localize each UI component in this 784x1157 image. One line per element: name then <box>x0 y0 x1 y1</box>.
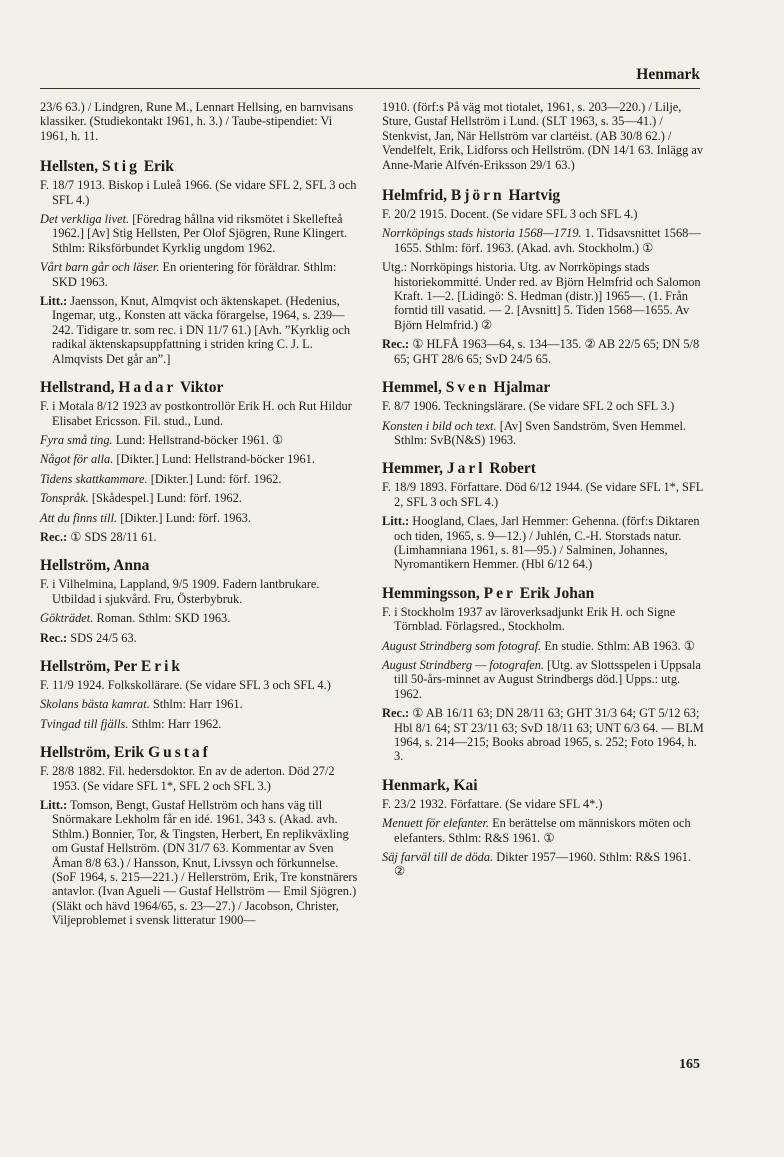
entry-paragraph <box>40 399 362 428</box>
paragraph-text: Dikter 1957—1960. Sthlm: R&S 1961. ② <box>394 850 692 879</box>
work-title: Vårt barn går och läser. <box>40 260 160 275</box>
running-head: Henmark <box>636 66 700 83</box>
section-label: Litt.: <box>40 798 68 812</box>
continuation-text: 23/6 63.) / Lindgren, Rune M., Lennart Hellsing, en barnvisans klassiker. (Studiekontakt 1961, h. 3.) / Taube-stipendiet: Vi 1961, h. 11. <box>40 100 354 143</box>
work-title: Konsten i bild och text. <box>382 418 497 433</box>
entry-paragraph <box>382 337 704 366</box>
entry-paragraph <box>382 850 704 879</box>
work-title: Tidens skattkammare. <box>40 471 148 486</box>
paragraph-text: [Föredrag hållna vid riksmötet i Skellefteå 1962.] [Av] Stig Hellsten, Per Olof Sjögren, Rune Klingert. Sthlm: Riksförbundet Kyrklig ungdom 1962. <box>52 212 348 255</box>
paragraph-text: F. i Stockholm 1937 av läroverksadjunkt Erik H. och Signe Törnblad. Förlagsred., Stockholm. <box>382 604 676 634</box>
entry-paragraph <box>40 472 362 486</box>
entry <box>382 378 704 447</box>
entry-paragraph <box>382 658 704 701</box>
left-column <box>40 100 362 940</box>
entry-name-spaced: Erik <box>140 657 184 675</box>
entry-name-spaced: Gustaf <box>148 744 211 762</box>
work-title: Skolans bästa kamrat. <box>40 697 150 712</box>
paragraph-text: F. 28/8 1882. Fil. hedersdoktor. En av de aderton. Död 27/2 1953. (Se vidare SFL 1*, SFL 2 och SFL 3.) <box>40 764 335 793</box>
paragraph-text: [Av] Sven Sandström, Sven Hemmel. Sthlm: SvB(N&S) 1963. <box>394 418 687 447</box>
entry-name: Hellström, Per <box>40 657 141 675</box>
paragraph-text: 1. Tidsavsnittet 1568—1655. Sthlm: förf. 1963. (Akad. avh. Stockholm.) ① <box>394 226 701 255</box>
entry-name: Hemmingsson, <box>382 584 484 602</box>
entry-heading <box>382 584 704 603</box>
paragraph-text: F. 18/7 1913. Biskop i Luleå 1966. (Se vidare SFL 2, SFL 3 och SFL 4.) <box>40 178 357 207</box>
paragraph-text: Lund: Hellstrand-böcker 1961. ① <box>112 432 284 447</box>
entry-name-rest: Erik Johan <box>515 584 595 602</box>
section-label: Rec.: <box>382 337 410 352</box>
entry <box>40 743 362 927</box>
paragraph-text: Tomson, Bengt, Gustaf Hellström och hans väg till Snörmakare Lekholm får en idé. 1961. 343 s. (Akad. avh. Sthlm.) Bonnier, Tor, & Tingsten, Herbert, En replikväxling om Gustaf Hellström. (DN 31/7 63. Kommentar av Sven Åman 8/8 63.) / Hansson, Knut, Livssyn och förkunnelse. (SoF 1964, s. 215—221.) / Hellerström, Erik, Tre konstnärers antavlor. (Ivan Agueli — Gustaf Hellström — Emil Sjögren.) (Släkt och hävd 1964/65, s. 23—27.) / Jacobson, Christer, Viljeproblemet i svensk litteratur 1900— <box>52 798 358 928</box>
work-title: Något för alla. <box>40 452 114 467</box>
paragraph-text: ① SDS 28/11 61. <box>67 529 157 544</box>
entry-heading <box>382 459 704 478</box>
paragraph-text: Sthlm: Harr 1962. <box>128 716 222 731</box>
entry-name-spaced: Hadar <box>118 379 177 397</box>
paragraph-text: F. 11/9 1924. Folkskollärare. (Se vidare SFL 3 och SFL 4.) <box>40 677 331 692</box>
entry-paragraph <box>40 697 362 711</box>
work-title: Säj farväl till de döda. <box>382 850 494 865</box>
paragraph-text: En berättelse om människors möten och elefanters. Sthlm: R&S 1961. ① <box>394 816 691 845</box>
work-title: Norrköpings stads historia 1568—1719. <box>382 226 582 241</box>
entry-name-spaced: Björn <box>450 187 505 205</box>
entry-paragraph <box>382 605 704 634</box>
entry <box>382 776 704 879</box>
header-rule <box>40 88 700 89</box>
entry-paragraph <box>382 260 704 332</box>
paragraph-text: F. i Vilhelmina, Lappland, 9/5 1909. Fadern lantbrukare. Utbildad i sjukvård. Fru, Österbybruk. <box>40 577 320 606</box>
entry-paragraph <box>382 226 704 255</box>
entry-name-rest: Viktor <box>176 379 224 397</box>
paragraph-text: SDS 24/5 63. <box>67 630 137 645</box>
work-title: Att du finns till. <box>40 510 118 525</box>
entry-heading <box>382 378 704 397</box>
entry-name-spaced: Jarl <box>446 460 486 478</box>
entry-paragraph <box>40 511 362 525</box>
entry <box>40 657 362 731</box>
work-title: Gökträdet. <box>40 611 94 626</box>
entry-paragraph <box>40 798 362 928</box>
right-column <box>382 100 704 891</box>
entry-paragraph <box>40 260 362 289</box>
entry-paragraph <box>382 514 704 572</box>
section-label: Rec.: <box>382 706 410 721</box>
entry-name: Hellstrand, <box>40 379 119 397</box>
entry-heading <box>40 743 362 762</box>
page-header <box>0 0 784 92</box>
entry-heading <box>40 378 362 397</box>
page-number: 165 <box>679 1057 700 1072</box>
entry-heading <box>40 556 362 575</box>
entry-heading <box>40 657 362 676</box>
entry-name: Henmark, Kai <box>382 776 478 794</box>
paragraph-text: [Dikter.] Lund: förf. 1962. <box>147 471 282 486</box>
entry-paragraph <box>40 717 362 731</box>
entry-paragraph <box>40 212 362 255</box>
paragraph-text: [Utg. av Slottsspelen i Uppsala till 50-års-minnet av August Strindbergs död.] Upps.: utg. 1962. <box>394 657 701 701</box>
entry-paragraph <box>40 433 362 447</box>
entry-name-spaced: Sven <box>445 379 490 397</box>
entry-paragraph <box>40 491 362 505</box>
paragraph-text: En studie. Sthlm: AB 1963. ① <box>541 638 695 653</box>
entry-paragraph <box>40 577 362 606</box>
entry-paragraph <box>40 178 362 207</box>
work-title: August Strindberg som fotograf. <box>382 638 542 653</box>
paragraph-text: Hoogland, Claes, Jarl Hemmer: Gehenna. (förf:s Diktaren och tiden, 1965, s. 9—12.) / Juhlén, C.-H. Storstads natur. (Limhamniana 1961, s. 81—95.) / Salminen, Johannes, Nyromantikern Hemmer. (Hbl 6/12 64.) <box>394 514 700 572</box>
entry <box>382 584 704 764</box>
paragraph-text: F. 23/2 1932. Författare. (Se vidare SFL 4*.) <box>382 796 603 811</box>
entry-name-rest: Robert <box>485 460 536 478</box>
work-title: Det verkliga livet. <box>40 212 130 227</box>
entry-paragraph <box>382 816 704 845</box>
entry-name: Hellström, Erik <box>40 744 149 762</box>
paragraph-text: [Dikter.] Lund: förf. 1963. <box>117 510 251 525</box>
work-title: August Strindberg — fotografen. <box>382 657 544 672</box>
entry <box>40 556 362 645</box>
entry-name: Hemmel, <box>382 379 446 397</box>
entry <box>40 378 362 544</box>
entry-paragraph <box>382 399 704 413</box>
entry-name-spaced: Per <box>483 584 516 602</box>
continuation-text: 1910. (förf:s På väg mot tiotalet, 1961, s. 203—220.) / Lilje, Sture, Gustaf Hellström i Lund. (SLT 1963, s. 35—41.) / Stenkvist, Jan, När Hellström var clartéist. (AB 30/8 62.) / Vendelfelt, Erik, Lidforss och Hellström. (DN 14/1 63. Inlägg av Anne-Marie Alfvén-Eriksson 29/1 63.) <box>382 100 704 172</box>
paragraph-text: [Skådespel.] Lund: förf. 1962. <box>88 491 242 506</box>
entry-paragraph <box>40 452 362 466</box>
paragraph-text: En orientering för föräldrar. Sthlm: SKD 1963. <box>52 260 337 289</box>
work-title: Fyra små ting. <box>40 432 113 447</box>
entry-name: Hellström, Anna <box>40 557 150 575</box>
entry-paragraph <box>40 294 362 366</box>
paragraph-text: F. 18/9 1893. Författare. Död 6/12 1944. (Se vidare SFL 1*, SFL 2, SFL 3 och SFL 4.) <box>382 480 703 509</box>
entry-paragraph <box>382 207 704 221</box>
entry-paragraph <box>382 706 704 764</box>
entry <box>40 157 362 366</box>
entry-paragraph <box>382 419 704 448</box>
work-title: Tvingad till fjälls. <box>40 716 129 731</box>
paragraph-text: Roman. Sthlm: SKD 1963. <box>93 611 231 626</box>
section-label: Litt.: <box>40 294 68 309</box>
paragraph-text: ① AB 16/11 63; DN 28/11 63; GHT 31/3 64; GT 5/12 63; Hbl 8/1 64; ST 23/11 63; SvD 18/11 63; UNT 6/3 64. — BLM 1964, s. 214—215; Books abroad 1965, s. 252; Foto 1964, h. 3. <box>394 706 704 764</box>
paragraph-text: Sthlm: Harr 1961. <box>149 697 243 712</box>
entry-heading <box>382 776 704 795</box>
paragraph-text: F. i Motala 8/12 1923 av postkontrollör Erik H. och Rut Hildur Elisabet Ericsson. Fil. stud., Lund. <box>40 399 352 428</box>
entry-paragraph <box>382 480 704 509</box>
entry-paragraph <box>382 797 704 811</box>
entry-paragraph <box>40 631 362 645</box>
paragraph-text: F. 20/2 1915. Docent. (Se vidare SFL 3 och SFL 4.) <box>382 207 638 222</box>
entry-name: Hellsten, <box>40 158 102 176</box>
entry-name-rest: Hartvig <box>504 187 561 205</box>
paragraph-text: [Dikter.] Lund: Hellstrand-böcker 1961. <box>113 452 315 467</box>
paragraph-text: Jaensson, Knut, Almqvist och äktenskapet. (Hedenius, Ingemar, utg., Konsten att väcka förargelse, 1964, s. 239—242. Tidigare tr. som rec. i DN 11/7 61.) [Avh. ”Kyrklig och radikal äktenskapsuppfattning i striden kring C. J. L. Almqvists Det går an”.] <box>52 294 351 366</box>
paragraph-text: Utg.: Norrköpings historia. Utg. av Norrköpings stads historiekommitté. Under red. av Björn Helmfrid och Salomon Kraft. 1—2. [Lidingö: S. Hedman (distr.)] 1965—. (1. Från forntid till vasatid. — 2. [Avsnitt] 5. Tiden 1568—1655. Av Björn Helmfrid.) ② <box>382 260 701 332</box>
entry-name-spaced: Stig <box>102 158 140 176</box>
work-title: Menuett för elefanter. <box>382 816 490 831</box>
entry-name-rest: Erik <box>139 158 174 176</box>
entry <box>382 186 704 366</box>
entry-name: Hemmer, <box>382 460 447 478</box>
paragraph-text: F. 8/7 1906. Teckningslärare. (Se vidare SFL 2 och SFL 3.) <box>382 399 675 414</box>
entry <box>382 459 704 571</box>
entry-paragraph <box>40 611 362 625</box>
paragraph-text: ① HLFÅ 1963—64, s. 134—135. ② AB 22/5 65; DN 5/8 65; GHT 28/6 65; SvD 24/5 65. <box>394 337 700 366</box>
entry-heading <box>40 157 362 176</box>
section-label: Rec.: <box>40 529 68 544</box>
entry-paragraph <box>40 678 362 692</box>
entry-paragraph <box>40 764 362 793</box>
entry-name: Helmfrid, <box>382 187 451 205</box>
entry-heading <box>382 186 704 205</box>
section-label: Litt.: <box>382 514 410 529</box>
work-title: Tonspråk. <box>40 491 89 506</box>
section-label: Rec.: <box>40 630 68 645</box>
entry-paragraph <box>382 639 704 653</box>
entry-name-rest: Hjalmar <box>489 379 551 397</box>
entry-paragraph <box>40 530 362 544</box>
